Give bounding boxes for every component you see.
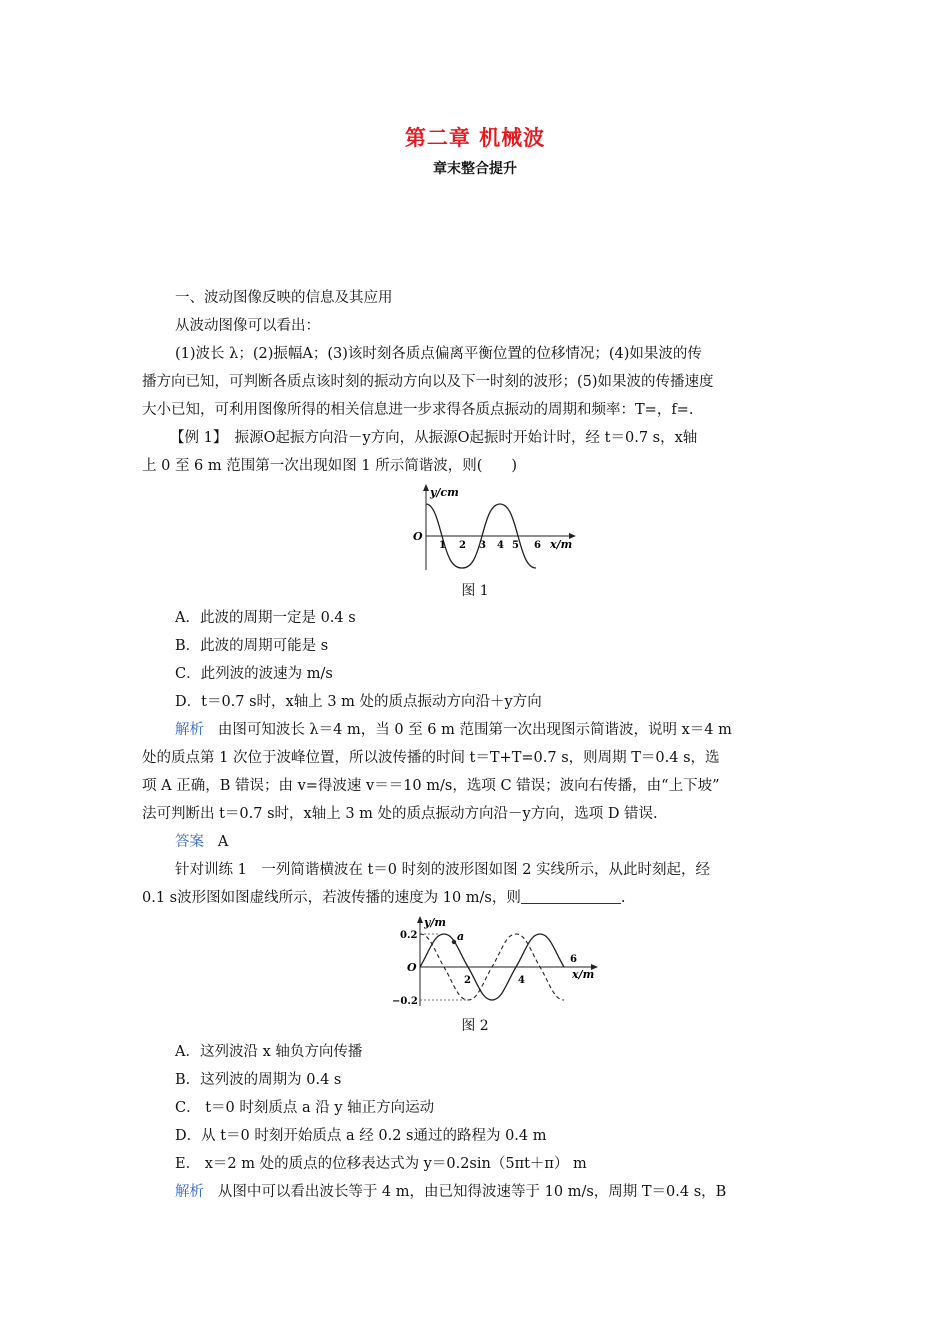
figure-2-caption: 图 2	[461, 1018, 489, 1034]
x-tick-label: 1	[439, 540, 446, 551]
figure-2-wave-graph	[368, 912, 604, 1010]
option-c: C． t＝0 时刻质点 a 沿 y 轴正方向运动	[175, 1100, 435, 1116]
analysis-line: 处的质点第 1 次位于波峰位置，所以波传播的时间 t＝T+T=0.7 s，则周期 T＝0.4 s，选	[142, 750, 720, 766]
example-question-line: 上 0 至 6 m 范围第一次出现如图 1 所示简谐波，则( )	[142, 458, 518, 474]
x-tick-label: 2	[459, 540, 466, 551]
x-tick-label: 2	[464, 975, 471, 986]
option-b: B．这列波的周期为 0.4 s	[175, 1072, 342, 1088]
option-a: A．此波的周期一定是 0.4 s	[175, 610, 356, 626]
y-axis-label: y/cm	[430, 486, 459, 499]
x-tick-label: 3	[479, 540, 486, 551]
analysis-text: 从图中可以看出波长等于 4 m，由已知得波速等于 10 m/s，周期 T＝0.4 s，B	[217, 1184, 727, 1200]
y-axis-label: y/m	[424, 916, 447, 929]
training-question-line	[142, 888, 812, 908]
x-tick-label: 5	[512, 540, 519, 551]
origin-label: O	[413, 530, 423, 543]
option-e: E． x＝2 m 处的质点的位移表达式为 y＝0.2sin（5πt＋π） m	[175, 1156, 587, 1172]
x-tick-label: 4	[518, 975, 525, 986]
y-top-label: 0.2	[400, 930, 418, 941]
section-paragraph-line: 播方向已知，可判断各质点该时刻的振动方向以及下一时刻的波形；(5)如果波的传播速度	[142, 374, 714, 390]
analysis-text: 由图可知波长 λ＝4 m，当 0 至 6 m 范围第一次出现图示简谐波，说明 x＝4 m	[217, 722, 732, 738]
y-axis-arrow-icon	[417, 916, 423, 923]
analysis-line: 项 A 正确，B 错误；由 v=得波速 v＝＝10 m/s，选项 C 错误；波向右传播，由“上下坡”	[142, 778, 720, 794]
section-paragraph-line: (1)波长 λ；(2)振幅A；(3)该时刻各质点偏离平衡位置的位移情况；(4)如果波的传	[175, 346, 702, 362]
figure-1-wave-graph	[404, 482, 584, 574]
section-intro: 从波动图像可以看出：	[175, 318, 320, 334]
figure-1-caption: 图 1	[461, 583, 489, 599]
origin-label: O	[407, 961, 417, 974]
answer-label: 答案	[175, 834, 204, 850]
analysis-line	[175, 720, 812, 740]
point-a-label: a	[457, 930, 465, 943]
analysis-line: 法可判断出 t＝0.7 s时，x轴上 3 m 处的质点振动方向沿－y方向，选项 D 错误.	[142, 806, 658, 822]
x-axis-label: x/m	[550, 538, 573, 551]
x-axis-label: x/m	[572, 968, 595, 981]
analysis-label: 解析	[175, 1184, 204, 1200]
x-tick-label: 4	[497, 540, 504, 551]
point-a-marker	[452, 940, 456, 944]
analysis-line	[175, 1182, 812, 1202]
section-heading: 一、波动图像反映的信息及其应用	[175, 290, 393, 306]
answer-line	[175, 832, 812, 852]
answer-value: A	[217, 834, 229, 850]
training-question-end: .	[620, 890, 626, 906]
example-question-line: 【例 1】 振源O起振方向沿－y方向，从振源O起振时开始计时，经 t＝0.7 s，x轴	[170, 430, 698, 446]
answer-blank	[521, 889, 621, 904]
x-tick-label: 6	[534, 540, 541, 551]
training-question-text: 0.1 s波形图如图虚线所示，若波传播的速度为 10 m/s，则	[142, 890, 521, 906]
option-d: D．t＝0.7 s时，x轴上 3 m 处的质点振动方向沿＋y方向	[175, 694, 542, 710]
training-question-line: 针对训练 1 一列简谐横波在 t＝0 时刻的波形图如图 2 实线所示，从此时刻起，经	[175, 862, 711, 878]
option-b: B．此波的周期可能是 s	[175, 638, 329, 654]
chapter-title: 第二章 机械波	[404, 126, 546, 150]
chapter-subtitle: 章末整合提升	[433, 161, 517, 177]
analysis-label: 解析	[175, 722, 204, 738]
option-a: A．这列波沿 x 轴负方向传播	[175, 1044, 363, 1060]
option-c: C．此列波的波速为 m/s	[175, 666, 333, 682]
y-axis-arrow-icon	[423, 484, 429, 491]
section-paragraph-line: 大小已知，可利用图像所得的相关信息进一步求得各质点振动的周期和频率：T=，f=.	[142, 402, 694, 418]
x-tick-label: 6	[570, 954, 577, 965]
y-bottom-label: −0.2	[392, 996, 418, 1007]
option-d: D．从 t＝0 时刻开始质点 a 经 0.2 s通过的路程为 0.4 m	[175, 1128, 547, 1144]
